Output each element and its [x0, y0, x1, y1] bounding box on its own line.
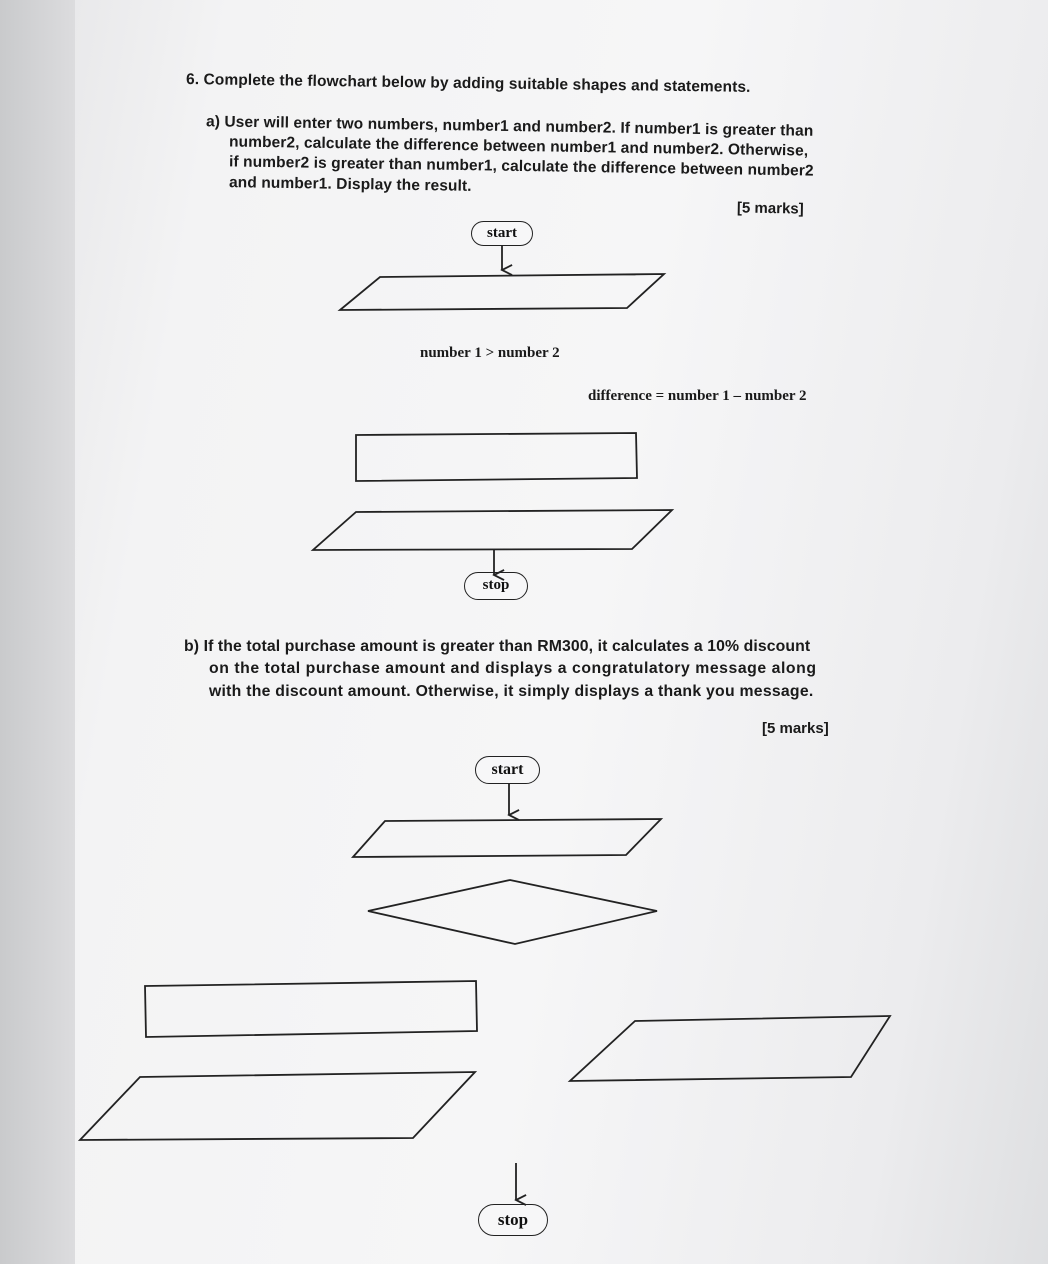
part-a-line-3: if number2 is greater than number1, calculate the difference between number2 [228, 153, 814, 180]
part-b-output-parallelogram-left [80, 1072, 475, 1140]
part-b-line-1: b) If the total purchase amount is greater than RM300, it calculates a 10% discount [184, 638, 811, 655]
part-b-stop-terminal: stop [478, 1204, 548, 1236]
part-a-marks: [5 marks] [736, 199, 804, 218]
part-a-process-rectangle [356, 433, 637, 481]
part-a-process-text: difference = number 1 – number 2 [588, 388, 807, 404]
part-a-stop-terminal: stop [464, 572, 528, 600]
question-title: 6. Complete the flowchart below by adding suitable shapes and statements. [185, 71, 751, 96]
part-a-output-parallelogram [313, 510, 672, 550]
part-a-line-4: and number1. Display the result. [228, 174, 472, 195]
part-b-marks: [5 marks] [762, 720, 829, 737]
part-a-start-terminal: start [471, 221, 533, 246]
part-b-output-parallelogram-right [570, 1016, 890, 1081]
part-a-line-2: number2, calculate the difference between number1 and number2. Otherwise, [228, 133, 809, 160]
part-b-line-2: on the total purchase amount and displays a congratulatory message along [209, 660, 817, 677]
part-b-input-parallelogram [353, 819, 661, 857]
part-a-line-1: a) User will enter two numbers, number1 and number2. If number1 is greater than [205, 113, 814, 140]
part-a-condition-text: number 1 > number 2 [420, 345, 560, 361]
part-b-line-3: with the discount amount. Otherwise, it simply displays a thank you message. [209, 683, 814, 700]
part-b-process-rectangle [145, 981, 477, 1037]
part-a-input-parallelogram [340, 274, 664, 310]
part-b-decision-diamond [368, 880, 657, 944]
part-b-start-terminal: start [475, 756, 540, 784]
